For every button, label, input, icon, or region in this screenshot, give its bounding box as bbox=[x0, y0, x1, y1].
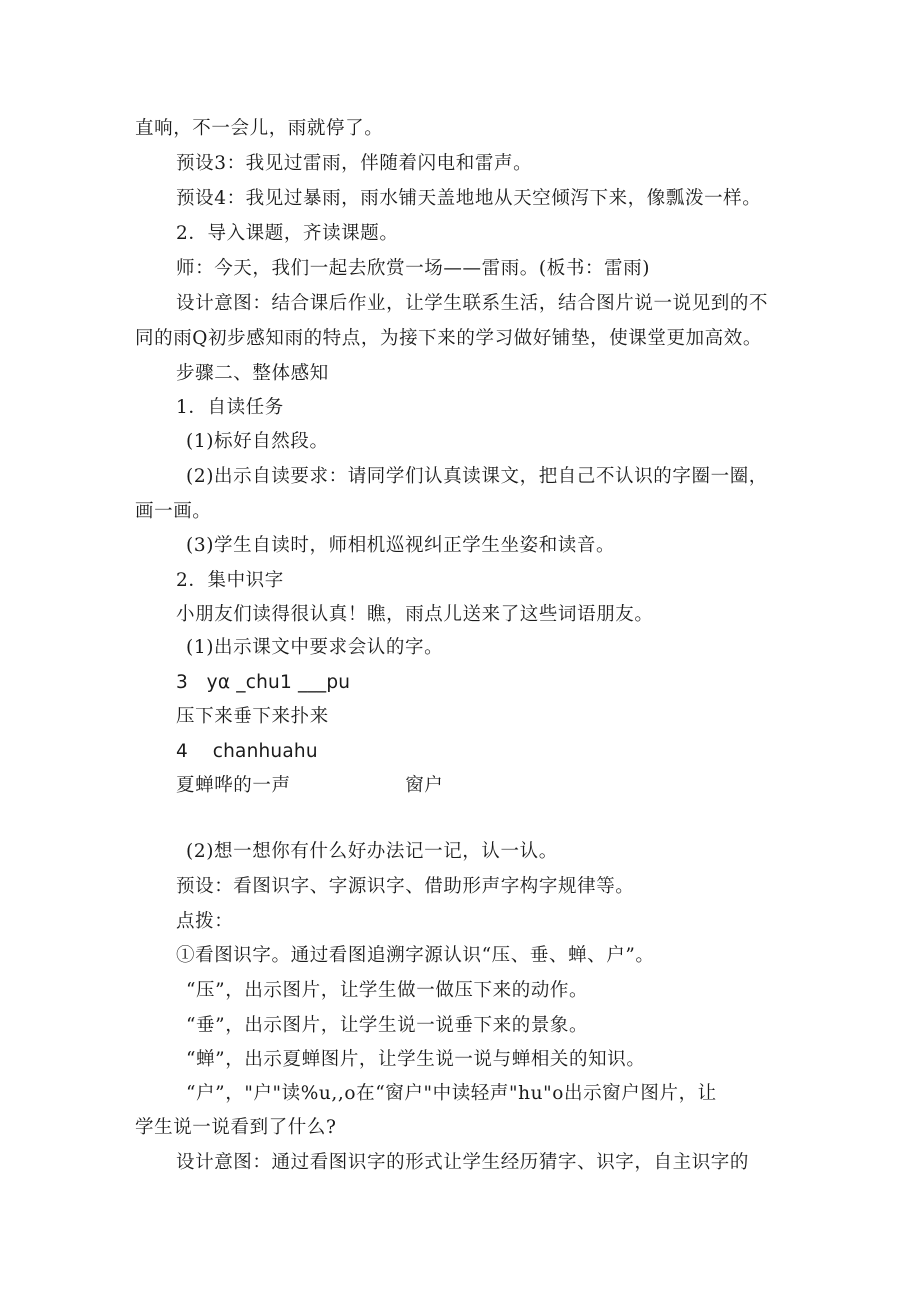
text-line: (2)想一想你有什么好办法记一记，认一认。 bbox=[186, 841, 558, 862]
text-line: 同的雨Q初步感知雨的特点，为接下来的学习做好铺垫，使课堂更加高效。 bbox=[135, 328, 762, 349]
text-line: 1．自读任务 bbox=[176, 397, 284, 418]
text-line: “蝉”，出示夏蝉图片，让学生说一说与蝉相关的知识。 bbox=[186, 1049, 646, 1070]
text-line: 画一画。 bbox=[135, 501, 212, 522]
text-line: 直响，不一会儿，雨就停了。 bbox=[135, 118, 384, 139]
text-line: 设计意图：通过看图识字的形式让学生经历猜字、识字，自主识字的 bbox=[176, 1152, 750, 1173]
text-line: 小朋友们读得很认真！瞧，雨点儿送来了这些词语朋友。 bbox=[176, 604, 654, 625]
pinyin-line: 3 yα _chu1 ___pu bbox=[176, 672, 351, 693]
text-line: 点拨： bbox=[176, 911, 234, 932]
text-line: (2)出示自读要求：请同学们认真读课文，把自己不认识的字圈一圈， bbox=[186, 466, 768, 487]
text-line: (1)标好自然段。 bbox=[186, 431, 329, 452]
text-line: 压下来垂下来扑来 bbox=[176, 706, 329, 727]
text-line: “户”，"户"读%u,,o在“窗户"中读轻声"hu"o出示窗户图片，让 bbox=[186, 1083, 717, 1104]
text-line: “垂”，出示图片，让学生说一说垂下来的景象。 bbox=[186, 1015, 589, 1036]
text-line: 夏蝉哗的一声 窗户 bbox=[176, 775, 444, 796]
text-line: 2．导入课题，齐读课题。 bbox=[176, 223, 399, 244]
text-line: 2．集中识字 bbox=[176, 570, 284, 591]
text-line: 学生说一说看到了什么? bbox=[135, 1117, 337, 1138]
text-line: 预设3：我见过雷雨，伴随着闪电和雷声。 bbox=[176, 153, 533, 174]
text-line: (1)出示课文中要求会认的字。 bbox=[186, 637, 444, 658]
text-line: “压”，出示图片，让学生做一做压下来的动作。 bbox=[186, 980, 589, 1001]
text-line: 师：今天，我们一起去欣赏一场——雷雨。(板书：雷雨) bbox=[176, 258, 651, 279]
text-line: ①看图识字。通过看图追溯字源认识“压、垂、蝉、户”。 bbox=[176, 945, 655, 966]
pinyin-line: 4 chanhuahu bbox=[176, 741, 318, 762]
section-heading: 步骤二、整体感知 bbox=[176, 363, 329, 384]
text-line: 设计意图：结合课后作业，让学生联系生活，结合图片说一说见到的不 bbox=[176, 293, 769, 314]
text-line: 预设：看图识字、字源识字、借助形声字构字规律等。 bbox=[176, 876, 635, 897]
text-line: (3)学生自读时，师相机巡视纠正学生坐姿和读音。 bbox=[186, 535, 616, 556]
text-line: 预设4：我见过暴雨，雨水铺天盖地地从天空倾泻下来，像瓢泼一样。 bbox=[176, 188, 762, 209]
